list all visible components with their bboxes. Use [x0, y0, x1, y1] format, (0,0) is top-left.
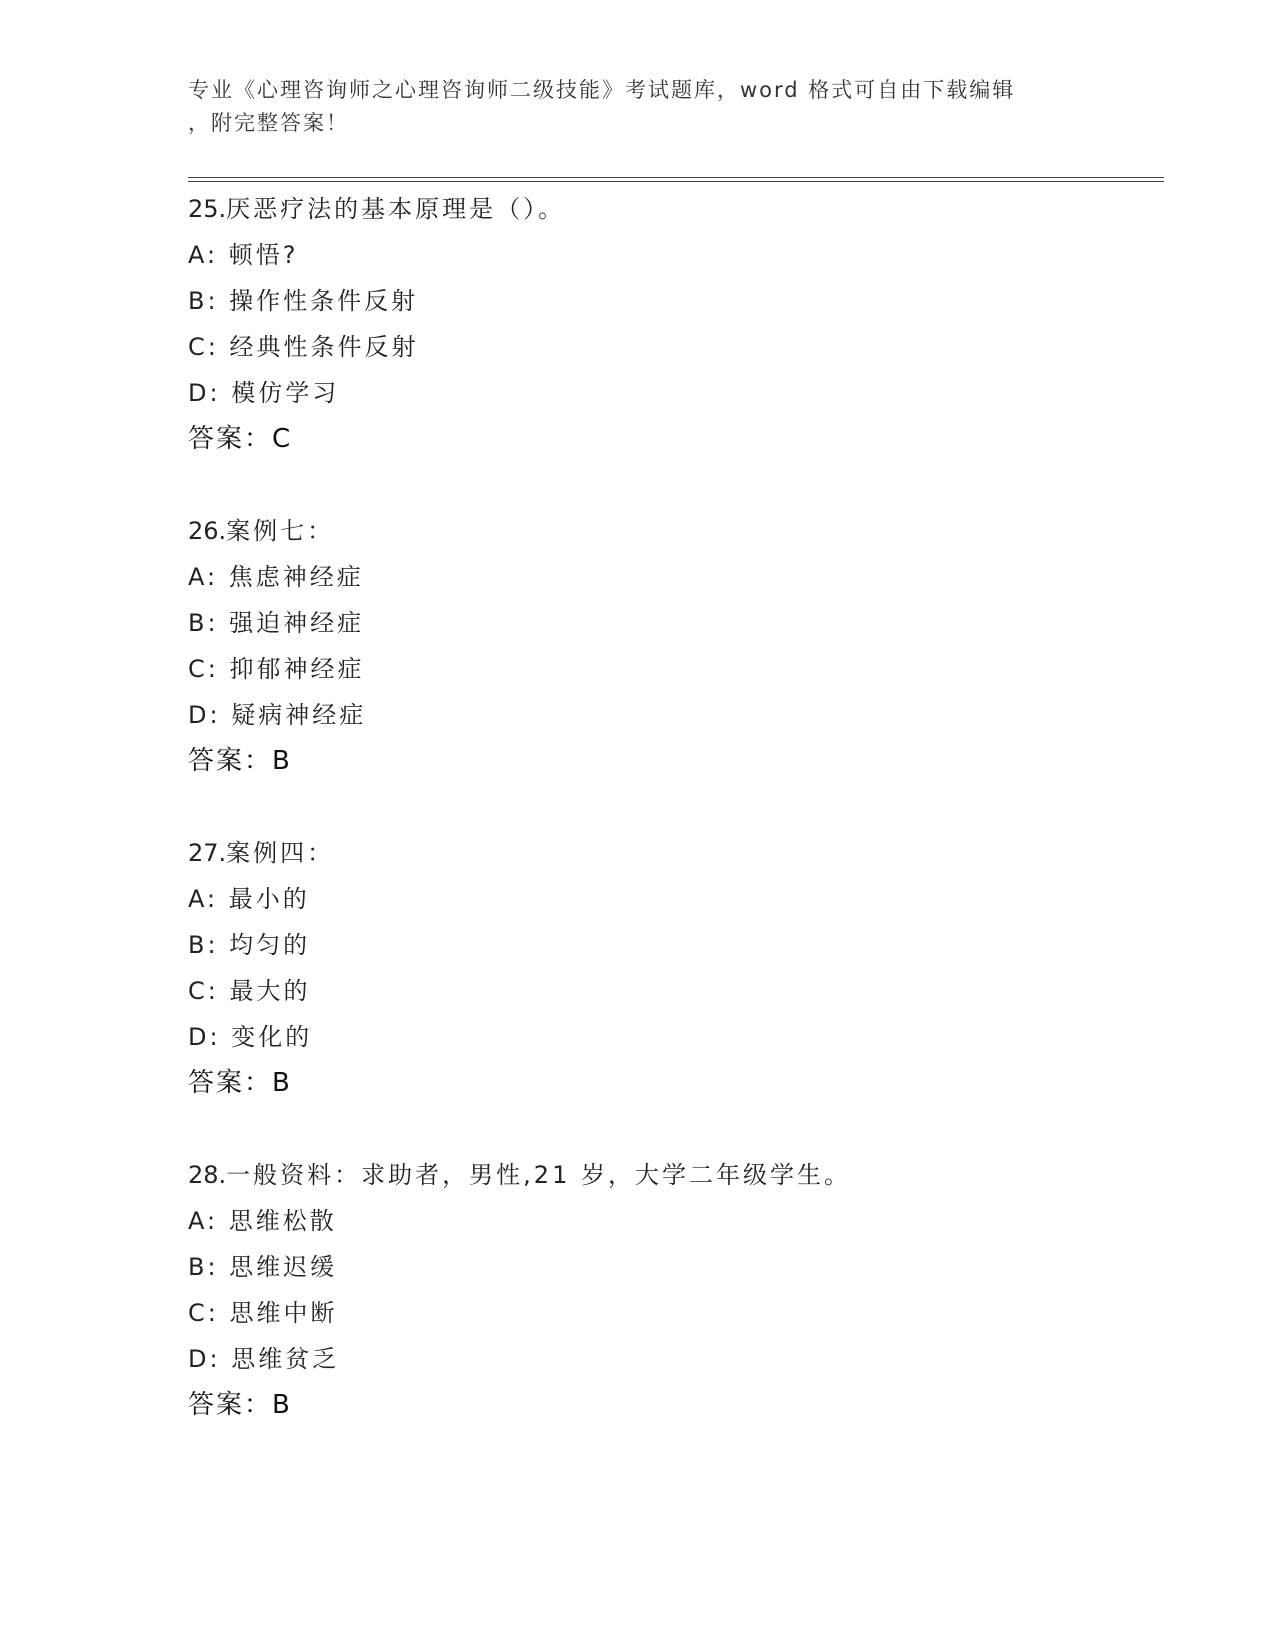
option-c: C: 抑郁神经症: [188, 655, 365, 683]
question-text: 案例七：: [226, 517, 335, 545]
option-b: B: 均匀的: [188, 931, 311, 959]
option-b: B: 思维迟缓: [188, 1253, 338, 1281]
option-c: C: 最大的: [188, 977, 311, 1005]
double-divider: [188, 177, 1164, 182]
question-stem: [188, 1152, 1164, 1198]
question-stem: [188, 186, 1164, 232]
question-stem: [188, 830, 1164, 876]
question-26: [188, 508, 1164, 784]
question-number: 28.: [188, 1161, 227, 1189]
option-d: D: 模仿学习: [188, 379, 340, 407]
option-b: B: 强迫神经症: [188, 609, 365, 637]
question-stem: [188, 508, 1164, 554]
answer-line: 答案：B: [188, 746, 292, 776]
question-text: 案例四：: [226, 839, 335, 867]
question-number: 27.: [188, 839, 227, 867]
question-25: [188, 186, 1164, 462]
question-28: [188, 1152, 1164, 1428]
document-header: [188, 74, 1068, 140]
option-d: D: 疑病神经症: [188, 701, 367, 729]
header-line-2: ，附完整答案！: [188, 111, 349, 135]
question-list: [188, 186, 1164, 1474]
option-d: D: 变化的: [188, 1023, 313, 1051]
option-a: A: 顿悟?: [188, 241, 299, 269]
header-line-1: 专业《心理咨询师之心理咨询师二级技能》考试题库，word 格式可自由下载编辑: [188, 78, 1016, 102]
question-text: 厌恶疗法的基本原理是（）。: [226, 195, 566, 223]
option-d: D: 思维贫乏: [188, 1345, 340, 1373]
question-27: [188, 830, 1164, 1106]
option-b: B: 操作性条件反射: [188, 287, 419, 315]
option-a: A: 焦虑神经症: [188, 563, 364, 591]
question-number: 25.: [188, 195, 227, 223]
answer-line: 答案：B: [188, 1068, 292, 1098]
answer-line: 答案：C: [188, 424, 293, 454]
option-a: A: 最小的: [188, 885, 310, 913]
answer-line: 答案：B: [188, 1390, 292, 1420]
question-text: 一般资料：求助者，男性,21 岁，大学二年级学生。: [226, 1161, 851, 1189]
question-number: 26.: [188, 517, 227, 545]
option-c: C: 经典性条件反射: [188, 333, 419, 361]
option-a: A: 思维松散: [188, 1207, 337, 1235]
option-c: C: 思维中断: [188, 1299, 338, 1327]
